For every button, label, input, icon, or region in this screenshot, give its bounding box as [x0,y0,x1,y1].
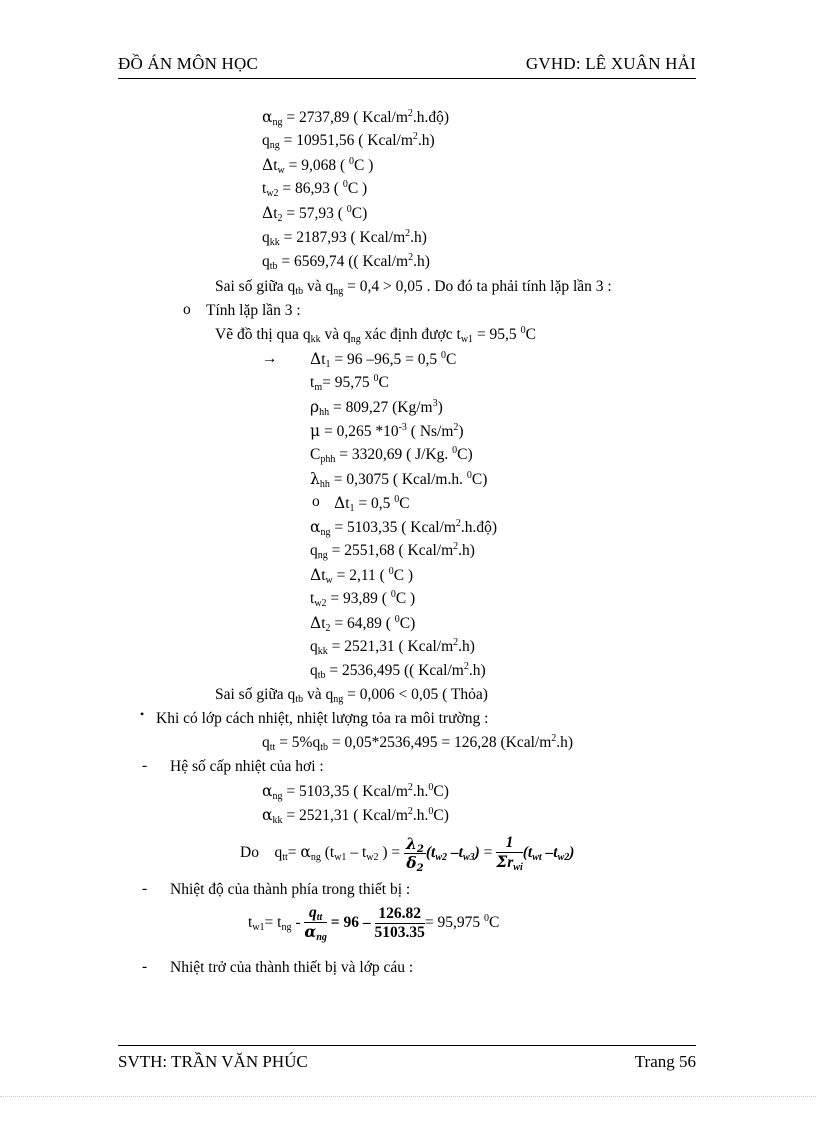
q-ng-3-line: $q_{ng} = 2551,68$ ( Kcal/$m^2.h$) [310,541,475,561]
tw1-equation: $t_{w1}= t_{ng}$ - $\frac{q_{tt}}{\alpha_{ng}}$ = 96 – $\frac{126.82}{5103.35}$ = 95,975 $^0$C [248,904,500,944]
bullet-dot-icon: • [140,707,145,721]
sum-r-fraction: $\frac{1}{\Sigma r_{wi}}$ [496,834,523,874]
bullet-o-icon: o [312,493,320,510]
header-left: ĐỒ ÁN MÔN HỌC [118,54,259,73]
rho-line: $\rho_{hh} = 809,27$ $(Kg/m^3)$ [310,398,443,418]
delta-t1-line: $\Delta t_1 = 96$ –96,5 = 0,5 $^0$C [310,350,457,370]
qt-line: $q_{tt} = 5\%q_{tb} = 0,05*2536,495 = 126,28$ $(Kcal/m^2.h)$ [262,733,574,753]
dash-icon: - [142,757,148,774]
ve-do-thi-line: Vẽ đồ thị qua $q_{kk}$ và $q_{ng}$ xác định được $t_{w1} = 95,5$ $^0$C [215,325,536,345]
header-right: GVHD: LÊ XUÂN HẢI [525,54,696,73]
nhiet-do-line: Nhiệt độ của thành phía trong thiết bị : [170,881,411,898]
arrow-icon: → [262,350,278,367]
delta-tw-line: $\Delta t_w = 9,068$ ( $^0$C ) [262,156,374,176]
q-kk-line: $q_{kk} = 2187,93$ ( Kcal/$m^2.h$) [262,228,427,248]
dash-icon: - [142,958,148,975]
khi-co-line: Khi có lớp cách nhiệt, nhiệt lượng tỏa ra môi trường : [156,710,489,727]
alpha-kk-final-line: $\alpha_{kk} = 2521,31$ ( Kcal/$m^2.h.^0C$) [262,806,449,826]
page-footer [118,1045,696,1076]
dash-icon: - [142,880,148,897]
alpha-ng-3-line: $\alpha_{ng} = 5103,35$ ( Kcal/$m^2.h.độ$) [310,518,498,538]
delta-t2-3-line: $\Delta t_2 = 64,89$ ( $^0$C) [310,614,416,634]
nhiet-tro-line: Nhiệt trở của thành thiết bị và lớp cáu : [170,959,414,976]
q-tb-3-line: $q_{tb} = 2536,495$ (( Kcal/$m^2.h$) [310,661,486,681]
page-number: Trang 56 [634,1052,696,1071]
tm-line: $t_m= 95,75$ $^0$C [310,373,389,393]
alpha-ng-final-line: $\alpha_{ng} = 5103,35$ ( Kcal/$m^2.h.^0C$) [262,782,449,802]
tw2-3-line: $t_{w2} = 93,89$ ( $^0$C ) [310,589,416,609]
q-kk-3-line: $q_{kk} = 2521,31$ ( Kcal/$m^2.h$) [310,637,475,657]
footer-left: SVTH: TRẦN VĂN PHÚC [118,1052,308,1071]
qt-alpha-fraction: $\frac{q_{tt}}{\alpha_{ng}}$ [304,904,327,944]
tinh-lap-3-heading: Tính lặp lần 3 : [206,302,301,319]
page-header [118,52,696,79]
cp-line: $C_{phh} = 3320,69$ ( J/Kg. $^0$C) [310,445,473,465]
do-equation: Do $q_{tt}= \alpha_{ng}$ ($t_{w1} - t_{w2}$ ) = $\frac{\lambda_2}{\delta_2}$ ($t_{w2}$ $-t_{w3}$) = $\frac{1}{\Sigma r_{wi}}$ ($t_{wt}$ $-t_{w2}$) [240,833,575,874]
delta-t2-line: $\Delta t_2 = 57,93$ ( $^0$C) [262,204,368,224]
lambda-delta-fraction: $\frac{\lambda_2}{\delta_2}$ [406,833,424,874]
mu-line: μ = 0,265 $*10^{-3}$ ( $Ns/m^2$) [310,422,464,440]
tw2-line: $t_{w2} = 86,93$ ( $^0$C ) [262,179,368,199]
delta-t1-second-line: $\Delta t_1 = 0,5$ $^0$C [334,494,410,514]
he-so-line: Hệ số cấp nhiệt của hơi : [170,758,324,775]
q-tb-line: $q_{tb} = 6569,74$ (( Kcal/$m^2.h$) [262,252,430,272]
saiso-line-1: Sai số giữa $q_{tb}$ và $q_{ng} = 0,4 > 0,05$ . Do đó ta phải tính lặp lần 3 : [215,278,612,297]
lambda-line: $\lambda_{hh} = 0,3075$ ( Kcal/m.h. $^0$C) [310,470,488,490]
saiso-line-2: Sai số giữa $q_{tb}$ và $q_{ng} = 0,006 < 0,05$ ( Thỏa) [215,686,488,705]
delta-tw-3-line: $\Delta t_w = 2,11$ ( $^0$C ) [310,566,414,586]
numeric-fraction: $\frac{126.82}{5103.35}$ [374,904,425,941]
q-ng-line: $q_{ng} = 10951,56$ ( Kcal/$m^2.h$) [262,131,435,151]
alpha-ng-line: $\alpha_{ng} = 2737,89$ ( Kcal/$m^2.h.độ$) [262,108,450,128]
page-break-divider [0,1096,816,1097]
bullet-o-icon: o [183,301,191,318]
